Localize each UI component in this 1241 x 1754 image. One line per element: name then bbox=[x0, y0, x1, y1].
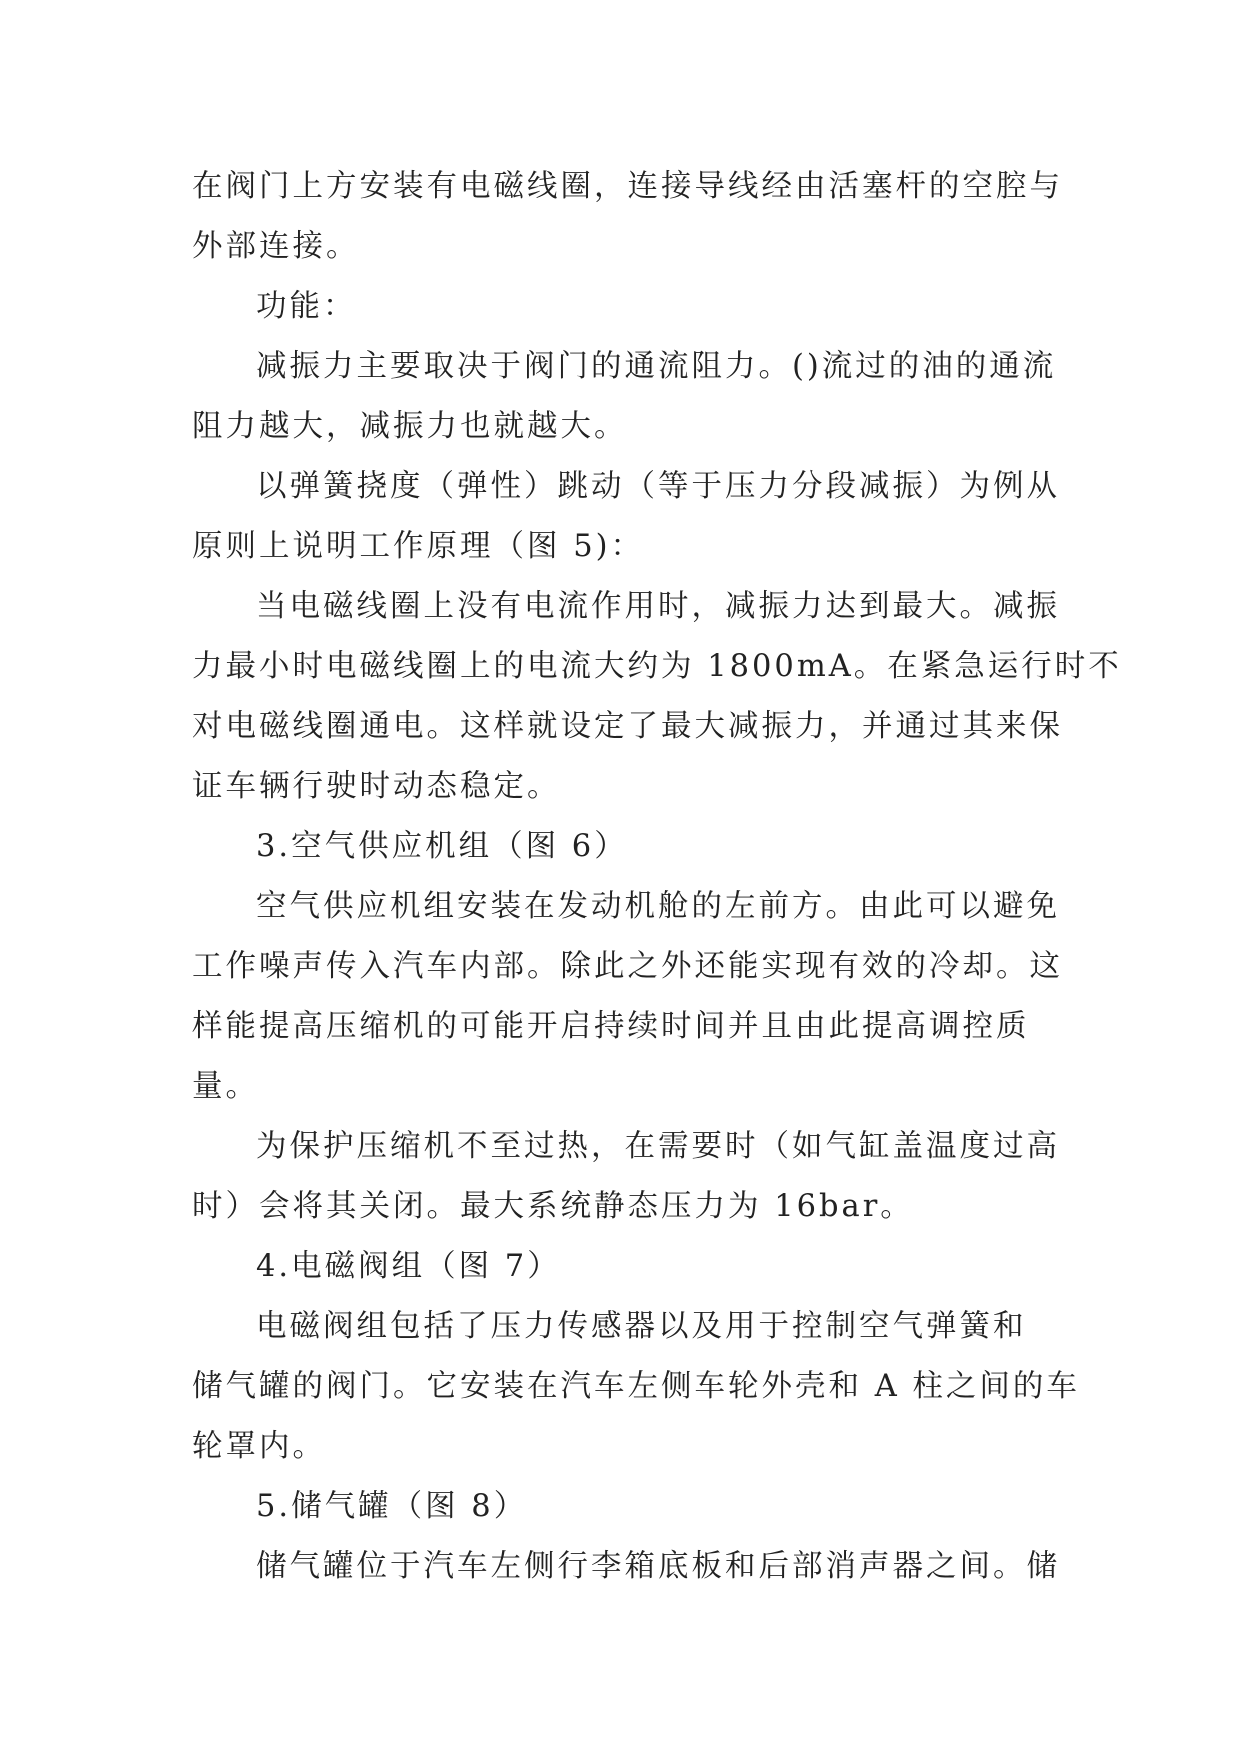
text-line: 储气罐的阀门。它安装在汽车左侧车轮外壳和 A 柱之间的车 bbox=[192, 1369, 1080, 1404]
text-line: 对电磁线圈通电。这样就设定了最大减振力，并通过其来保 bbox=[192, 709, 1063, 744]
section-heading: 3.空气供应机组（图 6） bbox=[256, 829, 628, 864]
document-page bbox=[192, 157, 1122, 1597]
text-line: 电磁阀组包括了压力传感器以及用于控制空气弹簧和 bbox=[256, 1309, 1027, 1344]
text-line: 减振力主要取决于阀门的通流阻力。()流过的油的通流 bbox=[256, 349, 1057, 384]
text-line: 外部连接。 bbox=[192, 229, 360, 264]
text-line: 工作噪声传入汽车内部。除此之外还能实现有效的冷却。这 bbox=[192, 949, 1063, 984]
text-line: 储气罐位于汽车左侧行李箱底板和后部消声器之间。储 bbox=[256, 1549, 1060, 1584]
text-line: 当电磁线圈上没有电流作用时，减振力达到最大。减振 bbox=[256, 589, 1060, 624]
section-heading: 4.电磁阀组（图 7） bbox=[256, 1249, 561, 1284]
text-line: 原则上说明工作原理（图 5)： bbox=[192, 529, 644, 564]
section-heading: 5.储气罐（图 8） bbox=[256, 1489, 528, 1524]
text-line: 量。 bbox=[192, 1069, 259, 1104]
section-label: 功能： bbox=[256, 289, 357, 324]
text-line: 为保护压缩机不至过热，在需要时（如气缸盖温度过高 bbox=[256, 1129, 1060, 1164]
text-line: 力最小时电磁线圈上的电流大约为 1800mA。在紧急运行时不 bbox=[192, 649, 1122, 684]
text-line: 样能提高压缩机的可能开启持续时间并且由此提高调控质 bbox=[192, 1009, 1030, 1044]
text-line: 时）会将其关闭。最大系统静态压力为 16bar。 bbox=[192, 1189, 914, 1224]
text-line: 轮罩内。 bbox=[192, 1429, 326, 1464]
text-line: 以弹簧挠度（弹性）跳动（等于压力分段减振）为例从 bbox=[256, 469, 1060, 504]
text-line: 阻力越大，减振力也就越大。 bbox=[192, 409, 628, 444]
text-line: 在阀门上方安装有电磁线圈，连接导线经由活塞杆的空腔与 bbox=[192, 169, 1063, 204]
text-line: 空气供应机组安装在发动机舱的左前方。由此可以避免 bbox=[256, 889, 1060, 924]
text-line: 证车辆行驶时动态稳定。 bbox=[192, 769, 561, 804]
